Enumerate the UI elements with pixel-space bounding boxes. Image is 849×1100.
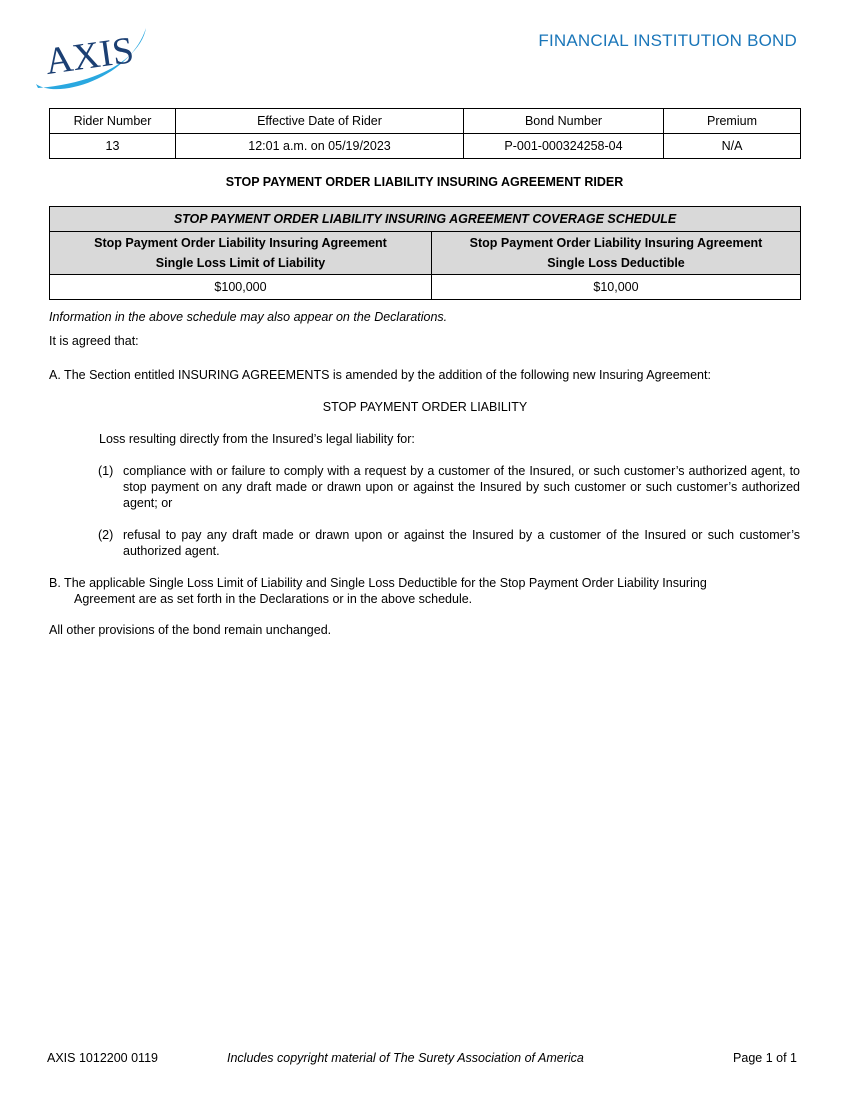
- deductible-header: [432, 232, 801, 275]
- rider-table-value-row: [50, 134, 801, 159]
- deductible-value: $10,000: [432, 275, 801, 300]
- deductible-header-line2: Single Loss Deductible: [547, 256, 685, 270]
- rider-number-header: Rider Number: [50, 109, 176, 134]
- loss-intro: Loss resulting directly from the Insured’s legal liability for:: [99, 432, 415, 446]
- schedule-header-row: [50, 232, 801, 275]
- effective-date-header: Effective Date of Rider: [176, 109, 464, 134]
- document-title: FINANCIAL INSTITUTION BOND: [538, 31, 797, 50]
- copyright-notice: Includes copyright material of The Surety Association of America: [227, 1051, 584, 1065]
- schedule-caption-row: [50, 207, 801, 232]
- coverage-schedule-table: [49, 206, 801, 300]
- form-code: AXIS 1012200 0119: [47, 1051, 158, 1065]
- bond-number-header: Bond Number: [464, 109, 664, 134]
- list-item-1: [98, 463, 800, 511]
- deductible-header-line1: Stop Payment Order Liability Insuring Agreement: [469, 236, 763, 250]
- section-b-line1: B. The applicable Single Loss Limit of Liability and Single Loss Deductible for the Stop Payment Order Liability Insuring: [49, 576, 707, 590]
- limit-of-liability-header: [50, 232, 432, 275]
- closing-line: All other provisions of the bond remain unchanged.: [49, 623, 332, 637]
- section-a: A. The Section entitled INSURING AGREEMENTS is amended by the addition of the following new Insuring Agreement:: [49, 368, 711, 382]
- rider-info-table: [49, 108, 801, 159]
- agreement-title: STOP PAYMENT ORDER LIABILITY: [322, 400, 528, 414]
- rider-title: STOP PAYMENT ORDER LIABILITY INSURING AGREEMENT RIDER: [225, 175, 624, 189]
- page-number: Page 1 of 1: [733, 1051, 797, 1065]
- agreed-line: It is agreed that:: [49, 334, 139, 348]
- rider-number-value: 13: [50, 134, 176, 159]
- section-b-line2: Agreement are as set forth in the Declarations or in the above schedule.: [74, 592, 473, 606]
- list-item-2-number: (2): [98, 528, 114, 542]
- schedule-note: Information in the above schedule may also appear on the Declarations.: [49, 310, 448, 324]
- list-item-2: [98, 527, 800, 559]
- schedule-caption: STOP PAYMENT ORDER LIABILITY INSURING AGREEMENT COVERAGE SCHEDULE: [50, 207, 801, 232]
- premium-header: Premium: [664, 109, 801, 134]
- rider-table-header-row: [50, 109, 801, 134]
- limit-header-line1: Stop Payment Order Liability Insuring Agreement: [94, 236, 387, 250]
- list-item-2-text: refusal to pay any draft made or drawn upon or against the Insured by a customer of the Insured or such customer’s authorized agent.: [123, 528, 800, 558]
- axis-logo: [30, 20, 150, 96]
- logo-text: AXIS: [42, 29, 137, 84]
- limit-header-line2: Single Loss Limit of Liability: [155, 256, 326, 270]
- effective-date-value: 12:01 a.m. on 05/19/2023: [176, 134, 464, 159]
- list-item-1-text: compliance with or failure to comply with a request by a customer of the Insured, or such customer’s authorized agent, to stop payment on any draft made or drawn upon or against the Insured by such customer or such customer’s authorized agent; or: [123, 464, 800, 510]
- schedule-value-row: [50, 275, 801, 300]
- list-item-1-number: (1): [98, 464, 114, 478]
- bond-number-value: P-001-000324258-04: [464, 134, 664, 159]
- section-b: [49, 575, 801, 607]
- premium-value: N/A: [664, 134, 801, 159]
- limit-of-liability-value: $100,000: [50, 275, 432, 300]
